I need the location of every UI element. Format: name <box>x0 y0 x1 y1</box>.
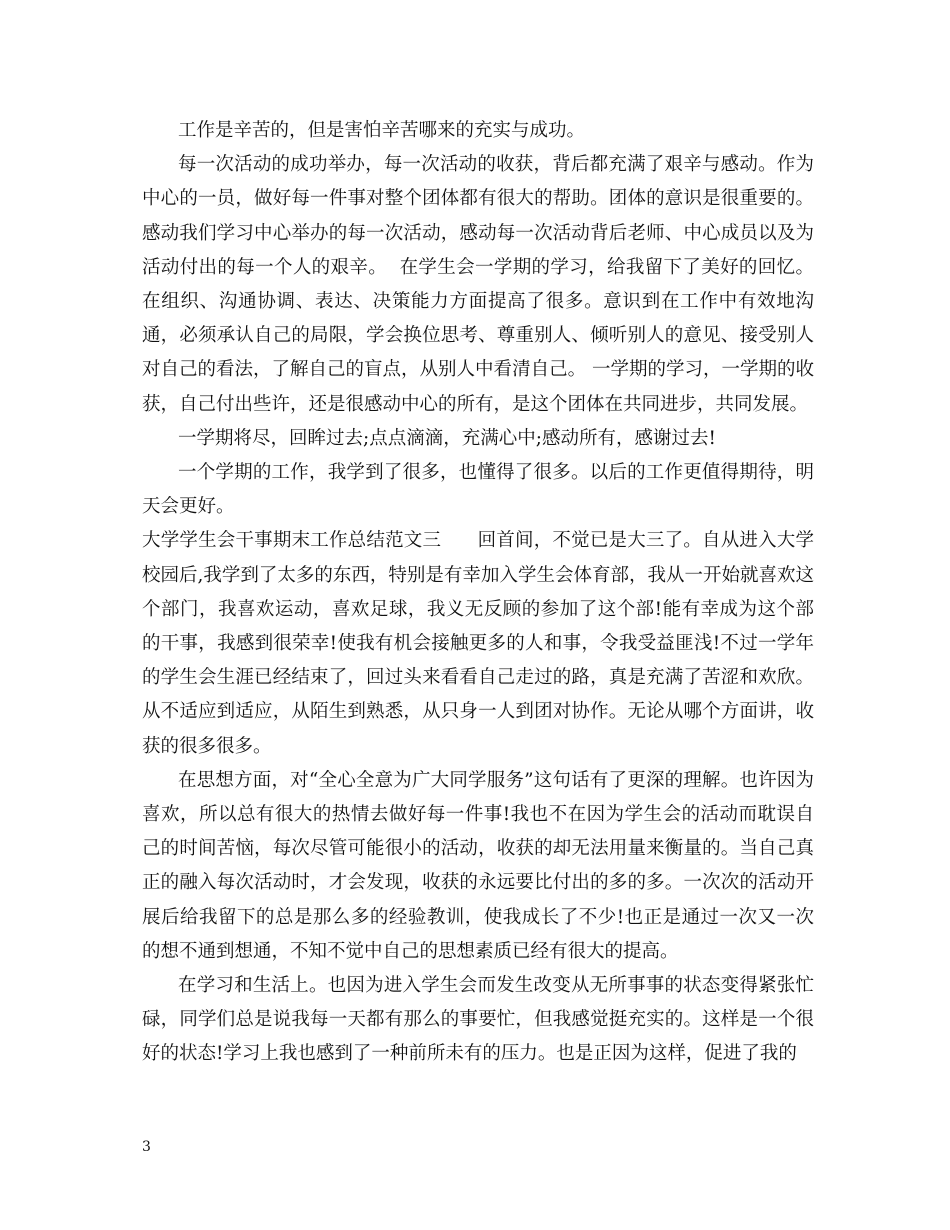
paragraph: 每一次活动的成功举办，每一次活动的收获，背后都充满了艰辛与感动。作为中心的一员，做好每一件事对整个团体都有很大的帮助。团体的意识是很重要的。感动我们学习中心举办的每一次活动，感动每一次活动背后老师、中心成员以及为活动付出的每一个人的艰辛。 在学生会一学期的学习，给我留下了美好的回忆。在组织、沟通协调、表达、决策能力方面提高了很多。意识到在工作中有效地沟通，必须承认自己的局限，学会换位思考、尊重别人、倾听别人的意见、接受别人对自己的看法，了解自己的盲点，从别人中看清自己。 一学期的学习，一学期的收获，自己付出些许，还是很感动中心的所有，是这个团体在共同进步，共同发展。 <box>142 154 814 415</box>
page-number: 3 <box>142 1139 151 1155</box>
paragraph: 在思想方面，对“全心全意为广大同学服务”这句话有了更深的理解。也许因为喜欢，所以总有很大的热情去做好每一件事!我也不在因为学生会的活动而耽误自己的时间苦恼，每次尽管可能很小的活动，收获的却无法用量来衡量的。当自己真正的融入每次活动时，才会发现，收获的永远要比付出的多的多。一次次的活动开展后给我留下的总是那么多的经验教训，使我成长了不少!也正是通过一次又一次的想不通到想通，不知不觉中自己的思想素质已经有很大的提高。 <box>142 769 814 962</box>
paragraph: 一学期将尽，回眸过去;点点滴滴，充满心中;感动所有，感谢过去! <box>178 427 716 449</box>
paragraph: 工作是辛苦的，但是害怕辛苦哪来的充实与成功。 <box>178 120 586 141</box>
paragraph-section-heading: 大学学生会干事期末工作总结范文三 回首间，不觉已是大三了。自从进入大学校园后,我学到了太多的东西，特别是有幸加入学生会体育部，我从一开始就喜欢这个部门，我喜欢运动，喜欢足球，我义无反顾的参加了这个部!能有幸成为这个部的干事，我感到很荣幸!使我有机会接触更多的人和事，令我受益匪浅!不过一学年的学生会生涯已经结束了，回过头来看看自己走过的路，真是充满了苦涩和欢欣。从不适应到适应，从陌生到熟悉，从只身一人到团对协作。无论从哪个方面讲，收获的很多很多。 <box>142 530 815 757</box>
paragraph: 一个学期的工作，我学到了很多，也懂得了很多。以后的工作更值得期待，明天会更好。 <box>142 462 814 518</box>
document-body <box>142 114 814 1072</box>
paragraph: 在学习和生活上。也因为进入学生会而发生改变从无所事事的状态变得紧张忙碌，同学们总是说我每一天都有那么的事要忙，但我感觉挺充实的。这样是一个很好的状态!学习上我也感到了一种前所未有的压力。也是正因为这样，促进了我的 <box>142 975 814 1065</box>
